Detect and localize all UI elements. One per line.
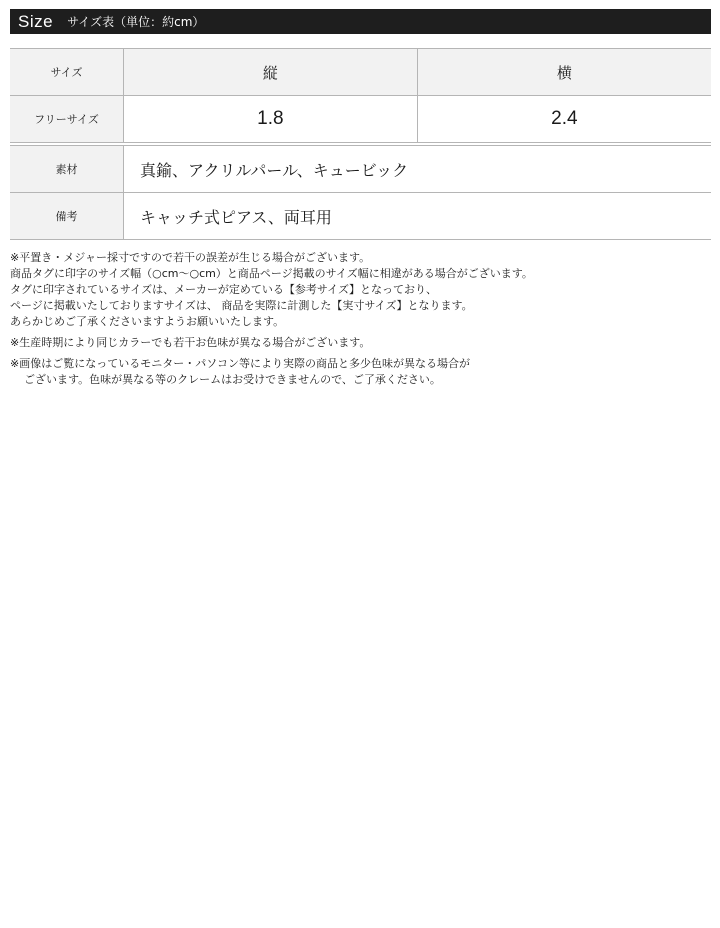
remarks-value: キャッチ式ピアス、両耳用 <box>124 193 712 240</box>
material-label: 素材 <box>10 146 124 193</box>
note-line: ※画像はご覧になっているモニター・パソコン等により実際の商品と多少色味が異なる場合が <box>10 357 470 370</box>
size-spec-table <box>10 48 711 240</box>
monitor-color-note <box>10 356 710 388</box>
vertical-value: 1.8 <box>124 96 418 143</box>
note-line: ございます。色味が異なる等のクレームはお受けできませんので、ご了承ください。 <box>24 373 441 386</box>
vertical-column-header: 縦 <box>124 49 418 96</box>
size-notes <box>10 250 710 393</box>
size-header-bar <box>10 9 711 34</box>
table-row <box>10 96 711 143</box>
note-line: あらかじめご了承くださいますようお願いいたします。 <box>10 315 285 328</box>
color-variation-note <box>10 335 710 351</box>
material-value: 真鍮、アクリルパール、キュービック <box>124 146 712 193</box>
remarks-row <box>10 193 711 240</box>
note-line: ※平置き・メジャー採寸ですので若干の誤差が生じる場合がございます。 <box>10 251 371 264</box>
free-size-label: フリーサイズ <box>10 96 124 143</box>
measurement-note <box>10 250 710 330</box>
horizontal-value: 2.4 <box>417 96 711 143</box>
note-line: ※生産時期により同じカラーでも若干お色味が異なる場合がございます。 <box>10 336 371 349</box>
note-line: ページに掲載いたしておりますサイズは、 商品を実際に計測した【実寸サイズ】となります。 <box>10 299 473 312</box>
table-header-row <box>10 49 711 96</box>
size-column-label: サイズ <box>10 49 124 96</box>
size-heading: Size <box>18 11 54 31</box>
remarks-label: 備考 <box>10 193 124 240</box>
size-table-subtitle: サイズ表（単位：約cm） <box>67 15 205 29</box>
note-line: タグに印字されているサイズは、メーカーが定めている【参考サイズ】となっており、 <box>10 283 438 296</box>
note-line: 商品タグに印字のサイズ幅（○cm〜○cm）と商品ページ掲載のサイズ幅に相違がある場合がございます。 <box>10 267 533 280</box>
material-row <box>10 146 711 193</box>
horizontal-column-header: 横 <box>417 49 711 96</box>
